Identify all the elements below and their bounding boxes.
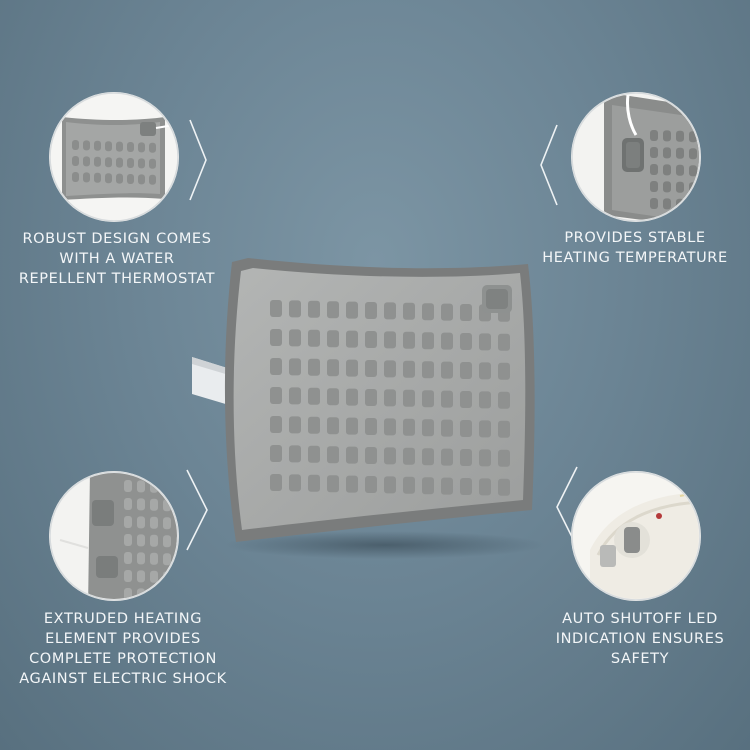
quilt-tile xyxy=(94,141,101,151)
quilt-tile xyxy=(403,332,415,349)
quilt-tile xyxy=(441,362,453,379)
quilt-tile xyxy=(479,420,491,437)
quilt-tile xyxy=(327,417,339,434)
quilt-tile xyxy=(689,165,697,176)
quilt-tile xyxy=(105,141,112,151)
quilt-tile xyxy=(163,535,171,547)
quilt-tile xyxy=(94,157,101,167)
quilt-tile xyxy=(137,552,145,564)
quilt-tile xyxy=(422,390,434,407)
quilt-tile xyxy=(441,391,453,408)
quilt-tile xyxy=(422,477,434,494)
quilt-tile xyxy=(346,360,358,377)
quilt-tile xyxy=(116,174,123,184)
quilt-tile xyxy=(650,130,658,141)
quilt-tile xyxy=(422,332,434,349)
quilt-tile xyxy=(327,330,339,347)
quilt-tile xyxy=(327,359,339,376)
quilt-tile xyxy=(270,329,282,346)
quilt-tile xyxy=(176,500,184,512)
quilt-tile xyxy=(124,570,132,582)
quilt-tile xyxy=(83,140,90,150)
quilt-tile xyxy=(663,130,671,141)
quilt-tile xyxy=(176,554,184,566)
quilt-tile xyxy=(365,476,377,493)
quilt-tile xyxy=(676,182,684,193)
heating-pad xyxy=(225,258,535,542)
quilt-tile xyxy=(498,450,510,467)
quilt-tile xyxy=(384,447,396,464)
quilt-tile xyxy=(72,156,79,166)
quilt-tile xyxy=(105,173,112,183)
quilt-tile xyxy=(308,359,320,376)
quilt-tile xyxy=(702,183,710,194)
quilt-tile xyxy=(308,388,320,405)
quilt-tile xyxy=(149,159,156,169)
quilt-tile xyxy=(176,572,184,584)
quilt-tile xyxy=(422,448,434,465)
quilt-tile xyxy=(163,481,171,493)
quilt-tile xyxy=(689,199,697,210)
quilt-tile xyxy=(137,480,145,492)
quilt-tile xyxy=(289,416,301,433)
caption-line: ROBUST DESIGN COMES xyxy=(22,231,212,247)
quilt-tile xyxy=(479,333,491,350)
caption-line: INDICATION ENSURES xyxy=(555,631,725,647)
quilt-tile xyxy=(403,448,415,465)
quilt-tile xyxy=(460,304,472,321)
quilt-tile xyxy=(384,360,396,377)
quilt-tile xyxy=(365,360,377,377)
quilt-tile xyxy=(150,535,158,547)
quilt-tile xyxy=(479,391,491,408)
quilt-tile xyxy=(441,304,453,321)
feature-caption-top-left xyxy=(12,229,222,289)
quilt-tile xyxy=(116,158,123,168)
quilt-tile xyxy=(138,174,145,184)
caption-line: EXTRUDED HEATING xyxy=(43,611,203,627)
quilt-tile xyxy=(650,164,658,175)
quilt-tile xyxy=(270,358,282,375)
quilt-tile xyxy=(150,499,158,511)
caption-line: HEATING TEMPERATURE xyxy=(542,250,728,266)
quilt-tile xyxy=(289,474,301,491)
quilt-tile xyxy=(663,147,671,158)
caption-line: AUTO SHUTOFF LED xyxy=(562,611,718,627)
quilt-tile xyxy=(150,571,158,583)
quilt-tile xyxy=(163,589,171,601)
quilt-tile xyxy=(460,333,472,350)
quilt-tile xyxy=(308,301,320,318)
quilt-tile xyxy=(137,534,145,546)
quilt-tile xyxy=(702,149,710,160)
quilt-tile xyxy=(384,476,396,493)
quilt-tile xyxy=(150,589,158,601)
quilt-tile xyxy=(289,358,301,375)
caption-line: SAFETY xyxy=(610,651,670,667)
quilt-tile xyxy=(270,474,282,491)
quilt-tile xyxy=(403,390,415,407)
quilt-tile xyxy=(365,447,377,464)
quilt-tile xyxy=(498,334,510,351)
quilt-tile xyxy=(137,570,145,582)
quilt-tile xyxy=(422,361,434,378)
quilt-tile xyxy=(150,517,158,529)
quilt-tile xyxy=(124,480,132,492)
quilt-tile xyxy=(422,419,434,436)
quilt-tile xyxy=(663,164,671,175)
quilt-tile xyxy=(384,331,396,348)
quilt-tile xyxy=(127,158,134,168)
quilt-tile xyxy=(176,590,184,602)
quilt-tile xyxy=(116,142,123,152)
quilt-tile xyxy=(346,447,358,464)
quilt-tile xyxy=(650,147,658,158)
quilt-tile xyxy=(498,421,510,438)
quilt-tile xyxy=(270,387,282,404)
quilt-tile xyxy=(498,363,510,380)
quilt-tile xyxy=(327,388,339,405)
quilt-tile xyxy=(94,173,101,183)
thermostat-closeup-photo xyxy=(40,85,190,235)
quilt-tile xyxy=(422,303,434,320)
caption-line: WITH A WATER xyxy=(59,251,175,267)
quilt-tile xyxy=(83,172,90,182)
quilt-tile xyxy=(163,553,171,565)
quilt-tile xyxy=(127,142,134,152)
quilt-tile xyxy=(403,419,415,436)
quilt-tile xyxy=(137,516,145,528)
quilt-tile xyxy=(346,389,358,406)
quilt-tile xyxy=(138,158,145,168)
controller-led-photo xyxy=(560,465,710,615)
quilt-tile xyxy=(270,300,282,317)
quilt-tile xyxy=(346,302,358,319)
caption-line: REPELLENT THERMOSTAT xyxy=(18,271,216,287)
quilt-tile xyxy=(663,198,671,209)
quilt-tile xyxy=(441,478,453,495)
quilt-tile xyxy=(441,449,453,466)
quilt-tile xyxy=(460,449,472,466)
quilt-tile xyxy=(149,175,156,185)
quilt-tile xyxy=(327,446,339,463)
quilt-tile xyxy=(460,391,472,408)
quilt-tile xyxy=(289,329,301,346)
quilt-tile xyxy=(650,198,658,209)
quilt-tile xyxy=(308,446,320,463)
feature-caption-bottom-right xyxy=(540,609,740,669)
quilt-tile xyxy=(498,479,510,496)
quilt-tile xyxy=(676,131,684,142)
chevron-right-icon xyxy=(187,470,207,550)
caption-line: AGAINST ELECTRIC SHOCK xyxy=(19,671,227,687)
quilt-tile xyxy=(289,300,301,317)
chevron-right-icon xyxy=(190,120,206,200)
quilt-tile xyxy=(479,362,491,379)
quilt-tile xyxy=(163,517,171,529)
quilt-tile xyxy=(384,418,396,435)
quilt-tile xyxy=(702,132,710,143)
quilt-tile xyxy=(460,420,472,437)
quilt-tile xyxy=(403,303,415,320)
quilt-tile xyxy=(676,165,684,176)
quilt-tile xyxy=(289,445,301,462)
quilt-tile xyxy=(384,389,396,406)
quilt-tile xyxy=(460,478,472,495)
quilt-tile xyxy=(346,476,358,493)
quilt-tile xyxy=(702,166,710,177)
controller-connector-photo xyxy=(560,85,720,235)
quilt-tile xyxy=(689,148,697,159)
quilt-tile xyxy=(124,498,132,510)
quilt-tile xyxy=(479,478,491,495)
feature-caption-bottom-left xyxy=(12,609,234,689)
quilt-tile xyxy=(176,482,184,494)
quilt-tile xyxy=(702,200,710,211)
quilt-tile xyxy=(365,302,377,319)
caption-line: COMPLETE PROTECTION xyxy=(29,651,217,667)
quilt-tile xyxy=(83,156,90,166)
heating-element-photo xyxy=(40,465,190,615)
quilt-tile xyxy=(650,181,658,192)
caption-line: PROVIDES STABLE xyxy=(564,230,706,246)
quilt-tile xyxy=(460,362,472,379)
quilt-tile xyxy=(308,475,320,492)
quilt-tile xyxy=(72,140,79,150)
caption-line: ELEMENT PROVIDES xyxy=(45,631,201,647)
quilt-tile xyxy=(138,142,145,152)
quilt-tile xyxy=(149,143,156,153)
quilt-tile xyxy=(124,534,132,546)
feature-caption-top-right xyxy=(530,228,740,268)
quilt-tile xyxy=(270,445,282,462)
quilt-tile xyxy=(270,416,282,433)
quilt-tile xyxy=(441,420,453,437)
chevron-left-icon xyxy=(541,125,557,205)
quilt-tile xyxy=(124,552,132,564)
quilt-tile xyxy=(346,418,358,435)
quilt-tile xyxy=(479,449,491,466)
quilt-tile xyxy=(403,477,415,494)
quilt-tile xyxy=(105,157,112,167)
quilt-tile xyxy=(365,331,377,348)
quilt-tile xyxy=(327,301,339,318)
quilt-tile xyxy=(384,302,396,319)
quilt-tile xyxy=(441,333,453,350)
quilt-tile xyxy=(498,392,510,409)
quilt-tile xyxy=(72,172,79,182)
quilt-tile xyxy=(308,417,320,434)
quilt-tile xyxy=(289,387,301,404)
quilt-tile xyxy=(327,475,339,492)
quilt-tile xyxy=(346,331,358,348)
quilt-tile xyxy=(127,174,134,184)
quilt-tile xyxy=(663,181,671,192)
quilt-tile xyxy=(137,498,145,510)
quilt-tile xyxy=(403,361,415,378)
quilt-tile xyxy=(124,516,132,528)
quilt-tile xyxy=(308,330,320,347)
quilt-tile xyxy=(365,418,377,435)
quilt-tile xyxy=(676,148,684,159)
quilt-tile xyxy=(150,553,158,565)
quilt-tile xyxy=(365,389,377,406)
